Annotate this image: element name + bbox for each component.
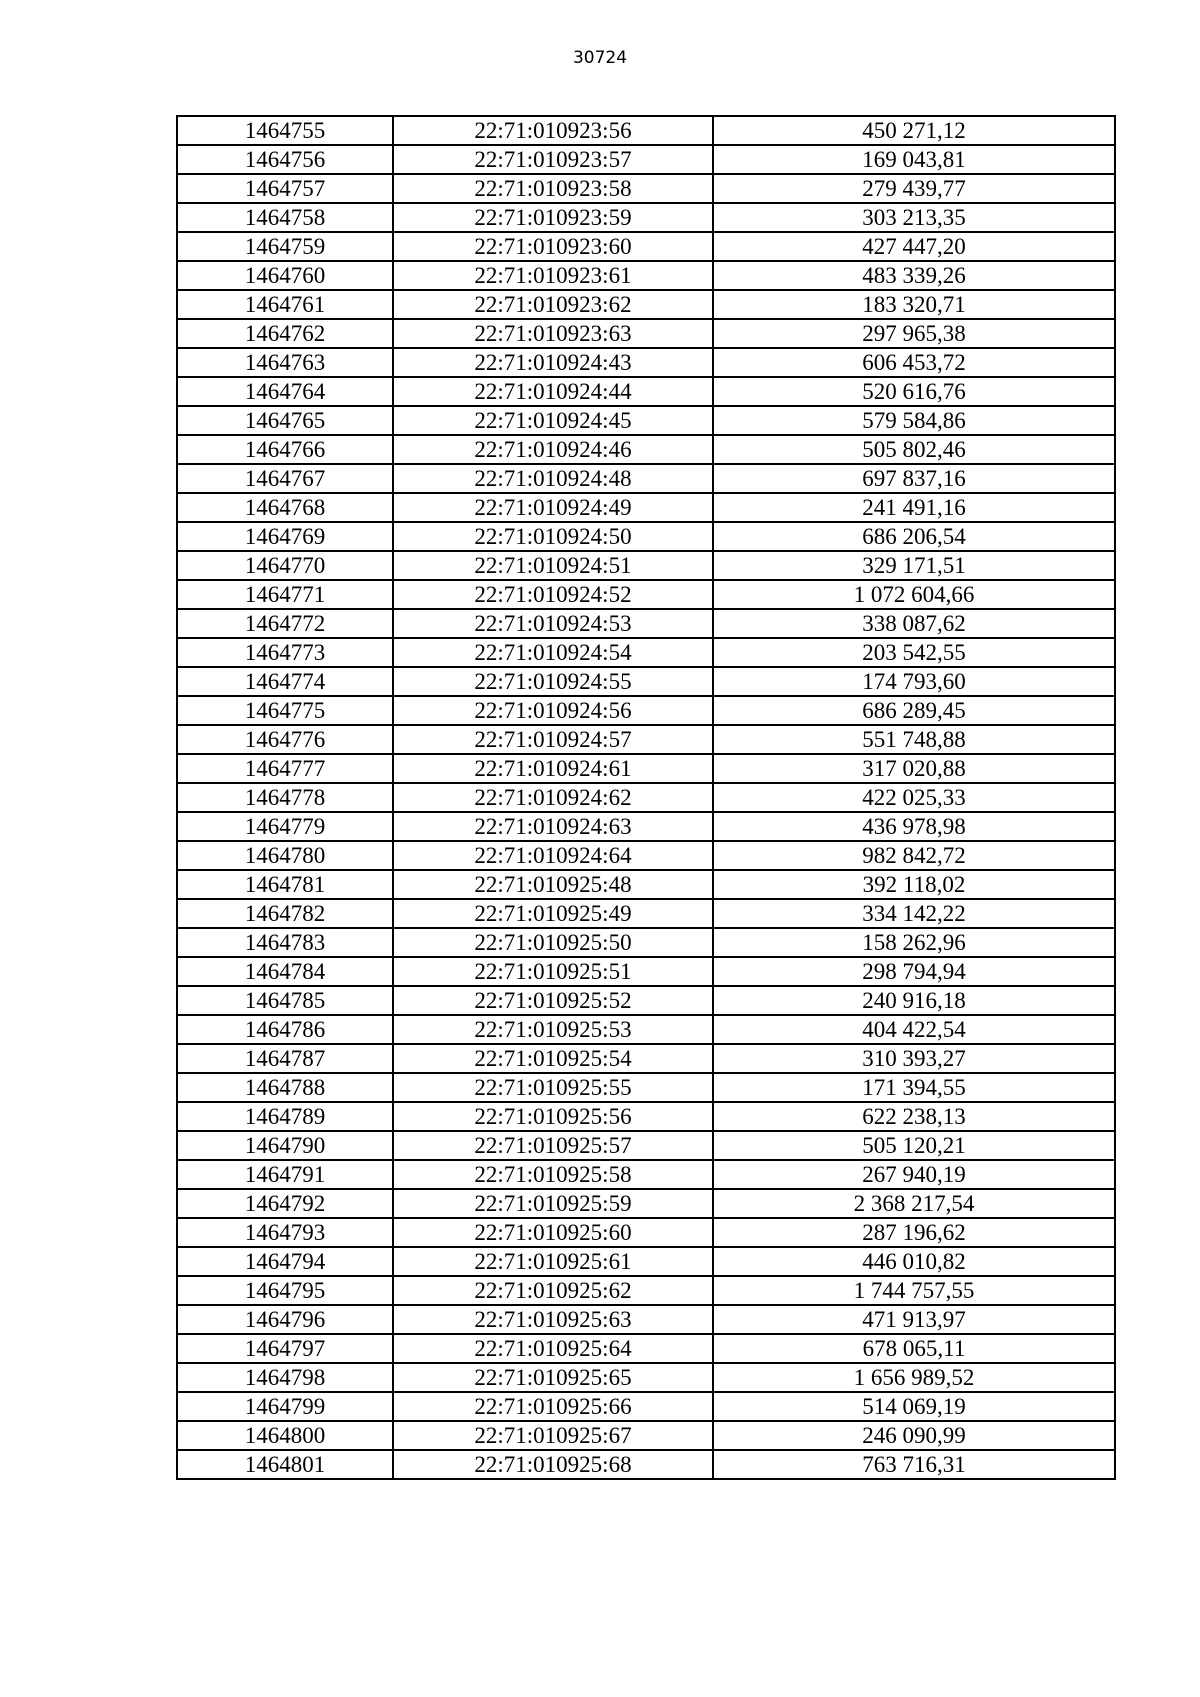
cadastral-number-cell: 22:71:010924:44 [393,377,713,406]
cadastral-value-cell: 240 916,18 [713,986,1115,1015]
table-row [177,957,1115,986]
row-number-cell: 1464779 [177,812,393,841]
cadastral-number-cell: 22:71:010925:64 [393,1334,713,1363]
cadastral-number-cell: 22:71:010924:51 [393,551,713,580]
row-number-cell: 1464777 [177,754,393,783]
table-row [177,1131,1115,1160]
cadastral-value-cell: 1 744 757,55 [713,1276,1115,1305]
table-row [177,1421,1115,1450]
cadastral-number-cell: 22:71:010925:66 [393,1392,713,1421]
cadastral-number-cell: 22:71:010923:57 [393,145,713,174]
cadastral-value-cell: 422 025,33 [713,783,1115,812]
cadastral-number-cell: 22:71:010925:52 [393,986,713,1015]
cadastral-value-cell: 279 439,77 [713,174,1115,203]
table-row [177,609,1115,638]
cadastral-number-cell: 22:71:010925:57 [393,1131,713,1160]
cadastral-value-cell: 246 090,99 [713,1421,1115,1450]
table-row [177,1073,1115,1102]
cadastral-number-cell: 22:71:010924:46 [393,435,713,464]
cadastral-number-cell: 22:71:010924:61 [393,754,713,783]
row-number-cell: 1464800 [177,1421,393,1450]
cadastral-number-cell: 22:71:010925:48 [393,870,713,899]
cadastral-number-cell: 22:71:010925:63 [393,1305,713,1334]
cadastral-value-cell: 697 837,16 [713,464,1115,493]
cadastral-value-cell: 982 842,72 [713,841,1115,870]
table-row [177,348,1115,377]
table-row [177,754,1115,783]
table-row [177,1276,1115,1305]
cadastral-number-cell: 22:71:010924:56 [393,696,713,725]
table-row [177,522,1115,551]
cadastral-value-cell: 303 213,35 [713,203,1115,232]
cadastral-number-cell: 22:71:010923:58 [393,174,713,203]
cadastral-number-cell: 22:71:010924:49 [393,493,713,522]
table-row [177,464,1115,493]
cadastral-value-cell: 297 965,38 [713,319,1115,348]
cadastral-number-cell: 22:71:010924:53 [393,609,713,638]
cadastral-value-cell: 317 020,88 [713,754,1115,783]
row-number-cell: 1464776 [177,725,393,754]
table-row [177,1044,1115,1073]
row-number-cell: 1464786 [177,1015,393,1044]
table-row [177,928,1115,957]
row-number-cell: 1464772 [177,609,393,638]
cadastral-number-cell: 22:71:010925:67 [393,1421,713,1450]
table-row [177,1189,1115,1218]
cadastral-value-cell: 606 453,72 [713,348,1115,377]
cadastral-number-cell: 22:71:010925:53 [393,1015,713,1044]
table-row [177,667,1115,696]
cadastral-number-cell: 22:71:010924:52 [393,580,713,609]
row-number-cell: 1464783 [177,928,393,957]
cadastral-value-cell: 241 491,16 [713,493,1115,522]
cadastral-value-cell: 520 616,76 [713,377,1115,406]
row-number-cell: 1464774 [177,667,393,696]
table-row [177,1363,1115,1392]
row-number-cell: 1464794 [177,1247,393,1276]
cadastral-number-cell: 22:71:010925:61 [393,1247,713,1276]
row-number-cell: 1464773 [177,638,393,667]
row-number-cell: 1464784 [177,957,393,986]
cadastral-value-cell: 686 289,45 [713,696,1115,725]
cadastral-number-cell: 22:71:010924:55 [393,667,713,696]
row-number-cell: 1464761 [177,290,393,319]
table-row [177,1015,1115,1044]
cadastral-value-cell: 329 171,51 [713,551,1115,580]
cadastral-value-cell: 1 656 989,52 [713,1363,1115,1392]
cadastral-number-cell: 22:71:010924:63 [393,812,713,841]
cadastral-number-cell: 22:71:010925:56 [393,1102,713,1131]
cadastral-number-cell: 22:71:010924:57 [393,725,713,754]
cadastral-number-cell: 22:71:010925:49 [393,899,713,928]
table-row [177,725,1115,754]
cadastral-value-cell: 505 120,21 [713,1131,1115,1160]
cadastral-number-cell: 22:71:010925:54 [393,1044,713,1073]
cadastral-value-cell: 579 584,86 [713,406,1115,435]
row-number-cell: 1464762 [177,319,393,348]
table-body [177,116,1115,1479]
row-number-cell: 1464768 [177,493,393,522]
table-row [177,551,1115,580]
row-number-cell: 1464790 [177,1131,393,1160]
row-number-cell: 1464781 [177,870,393,899]
row-number-cell: 1464764 [177,377,393,406]
row-number-cell: 1464766 [177,435,393,464]
table-row [177,493,1115,522]
table-row [177,319,1115,348]
table-row [177,406,1115,435]
table-row [177,580,1115,609]
row-number-cell: 1464756 [177,145,393,174]
row-number-cell: 1464763 [177,348,393,377]
row-number-cell: 1464757 [177,174,393,203]
cadastral-number-cell: 22:71:010924:48 [393,464,713,493]
table-row [177,174,1115,203]
cadastral-value-table [176,115,1116,1480]
row-number-cell: 1464787 [177,1044,393,1073]
cadastral-value-cell: 483 339,26 [713,261,1115,290]
cadastral-value-cell: 169 043,81 [713,145,1115,174]
table-row [177,812,1115,841]
row-number-cell: 1464780 [177,841,393,870]
row-number-cell: 1464791 [177,1160,393,1189]
cadastral-number-cell: 22:71:010925:58 [393,1160,713,1189]
cadastral-number-cell: 22:71:010925:60 [393,1218,713,1247]
table-row [177,232,1115,261]
row-number-cell: 1464785 [177,986,393,1015]
cadastral-number-cell: 22:71:010925:62 [393,1276,713,1305]
table-row [177,1160,1115,1189]
cadastral-number-cell: 22:71:010925:51 [393,957,713,986]
cadastral-value-cell: 2 368 217,54 [713,1189,1115,1218]
table-row [177,986,1115,1015]
row-number-cell: 1464789 [177,1102,393,1131]
cadastral-number-cell: 22:71:010925:55 [393,1073,713,1102]
table-row [177,870,1115,899]
row-number-cell: 1464767 [177,464,393,493]
cadastral-number-cell: 22:71:010925:68 [393,1450,713,1479]
row-number-cell: 1464771 [177,580,393,609]
table-row [177,145,1115,174]
table-row [177,116,1115,145]
cadastral-number-cell: 22:71:010924:64 [393,841,713,870]
row-number-cell: 1464793 [177,1218,393,1247]
cadastral-value-cell: 551 748,88 [713,725,1115,754]
row-number-cell: 1464799 [177,1392,393,1421]
table-row [177,696,1115,725]
row-number-cell: 1464775 [177,696,393,725]
cadastral-value-cell: 436 978,98 [713,812,1115,841]
table-row [177,1218,1115,1247]
row-number-cell: 1464797 [177,1334,393,1363]
cadastral-number-cell: 22:71:010923:62 [393,290,713,319]
table-row [177,203,1115,232]
table-row [177,1334,1115,1363]
table-row [177,1247,1115,1276]
cadastral-value-cell: 686 206,54 [713,522,1115,551]
cadastral-value-cell: 298 794,94 [713,957,1115,986]
cadastral-value-cell: 450 271,12 [713,116,1115,145]
cadastral-value-cell: 183 320,71 [713,290,1115,319]
row-number-cell: 1464798 [177,1363,393,1392]
row-number-cell: 1464760 [177,261,393,290]
row-number-cell: 1464801 [177,1450,393,1479]
row-number-cell: 1464765 [177,406,393,435]
table-row [177,783,1115,812]
cadastral-value-cell: 514 069,19 [713,1392,1115,1421]
cadastral-value-cell: 287 196,62 [713,1218,1115,1247]
cadastral-value-cell: 404 422,54 [713,1015,1115,1044]
table-row [177,1450,1115,1479]
table-row [177,435,1115,464]
cadastral-value-cell: 338 087,62 [713,609,1115,638]
row-number-cell: 1464782 [177,899,393,928]
cadastral-value-cell: 678 065,11 [713,1334,1115,1363]
cadastral-number-cell: 22:71:010923:56 [393,116,713,145]
row-number-cell: 1464758 [177,203,393,232]
cadastral-number-cell: 22:71:010924:50 [393,522,713,551]
table-row [177,841,1115,870]
cadastral-value-cell: 203 542,55 [713,638,1115,667]
cadastral-number-cell: 22:71:010925:50 [393,928,713,957]
table-row [177,1305,1115,1334]
row-number-cell: 1464796 [177,1305,393,1334]
cadastral-number-cell: 22:71:010924:62 [393,783,713,812]
cadastral-number-cell: 22:71:010924:54 [393,638,713,667]
cadastral-value-cell: 763 716,31 [713,1450,1115,1479]
cadastral-value-cell: 1 072 604,66 [713,580,1115,609]
cadastral-number-cell: 22:71:010923:59 [393,203,713,232]
row-number-cell: 1464759 [177,232,393,261]
table-row [177,290,1115,319]
page-number: 30724 [572,48,628,68]
cadastral-value-cell: 505 802,46 [713,435,1115,464]
cadastral-number-cell: 22:71:010925:59 [393,1189,713,1218]
row-number-cell: 1464769 [177,522,393,551]
cadastral-number-cell: 22:71:010925:65 [393,1363,713,1392]
table-row [177,261,1115,290]
table-row [177,1392,1115,1421]
row-number-cell: 1464795 [177,1276,393,1305]
cadastral-value-cell: 392 118,02 [713,870,1115,899]
row-number-cell: 1464755 [177,116,393,145]
cadastral-number-cell: 22:71:010923:60 [393,232,713,261]
table-row [177,638,1115,667]
cadastral-value-cell: 174 793,60 [713,667,1115,696]
cadastral-value-cell: 446 010,82 [713,1247,1115,1276]
cadastral-value-cell: 427 447,20 [713,232,1115,261]
cadastral-number-cell: 22:71:010924:43 [393,348,713,377]
row-number-cell: 1464778 [177,783,393,812]
cadastral-value-cell: 267 940,19 [713,1160,1115,1189]
cadastral-value-cell: 622 238,13 [713,1102,1115,1131]
cadastral-number-cell: 22:71:010923:63 [393,319,713,348]
cadastral-number-cell: 22:71:010923:61 [393,261,713,290]
cadastral-value-cell: 158 262,96 [713,928,1115,957]
table-row [177,1102,1115,1131]
row-number-cell: 1464788 [177,1073,393,1102]
cadastral-value-cell: 171 394,55 [713,1073,1115,1102]
row-number-cell: 1464770 [177,551,393,580]
cadastral-value-cell: 310 393,27 [713,1044,1115,1073]
cadastral-value-cell: 471 913,97 [713,1305,1115,1334]
row-number-cell: 1464792 [177,1189,393,1218]
table-row [177,377,1115,406]
table-row [177,899,1115,928]
cadastral-value-cell: 334 142,22 [713,899,1115,928]
cadastral-number-cell: 22:71:010924:45 [393,406,713,435]
